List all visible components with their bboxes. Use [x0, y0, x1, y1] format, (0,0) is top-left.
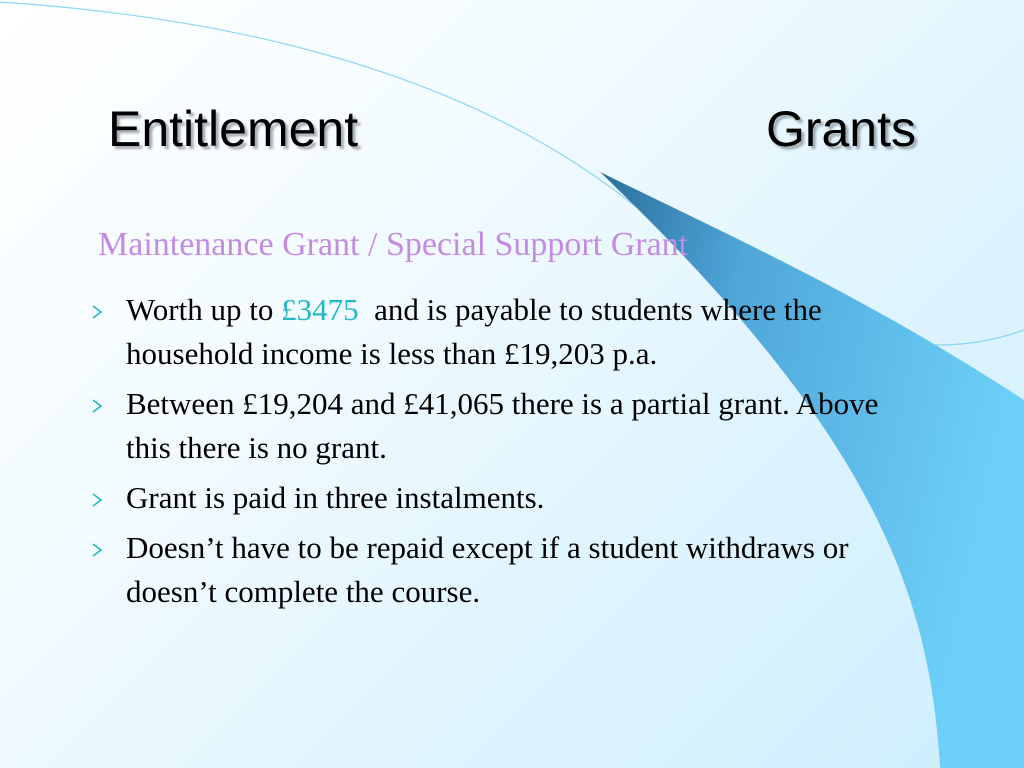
bullet-text: Between £19,204 and £41,065 there is a partial grant. Above this there is no grant.	[126, 386, 879, 465]
bullet-list	[88, 288, 928, 620]
chevron-arrow-icon	[90, 493, 104, 507]
title-left: Entitlement	[108, 101, 359, 157]
bullet-text: Grant is paid in three instalments.	[126, 480, 545, 515]
bullet-text-pre: Worth up to	[126, 292, 282, 327]
slide-title	[108, 100, 920, 180]
bullet-item	[88, 288, 928, 376]
chevron-arrow-icon	[90, 399, 104, 413]
bullet-item	[88, 382, 928, 470]
bullet-item	[88, 526, 928, 614]
title-right: Grants	[765, 101, 916, 157]
bullet-text-post: and is payable to students where the household income is less than £19,203 p.a.	[126, 292, 830, 371]
chevron-arrow-icon	[90, 305, 104, 319]
bullet-highlight-amount: £3475	[281, 292, 359, 327]
chevron-arrow-icon	[90, 543, 104, 557]
bullet-text: Doesn’t have to be repaid except if a student withdraws or doesn’t complete the course.	[126, 530, 849, 609]
slide-subtitle: Maintenance Grant / Special Support Grant	[98, 226, 689, 263]
bullet-item	[88, 476, 928, 520]
